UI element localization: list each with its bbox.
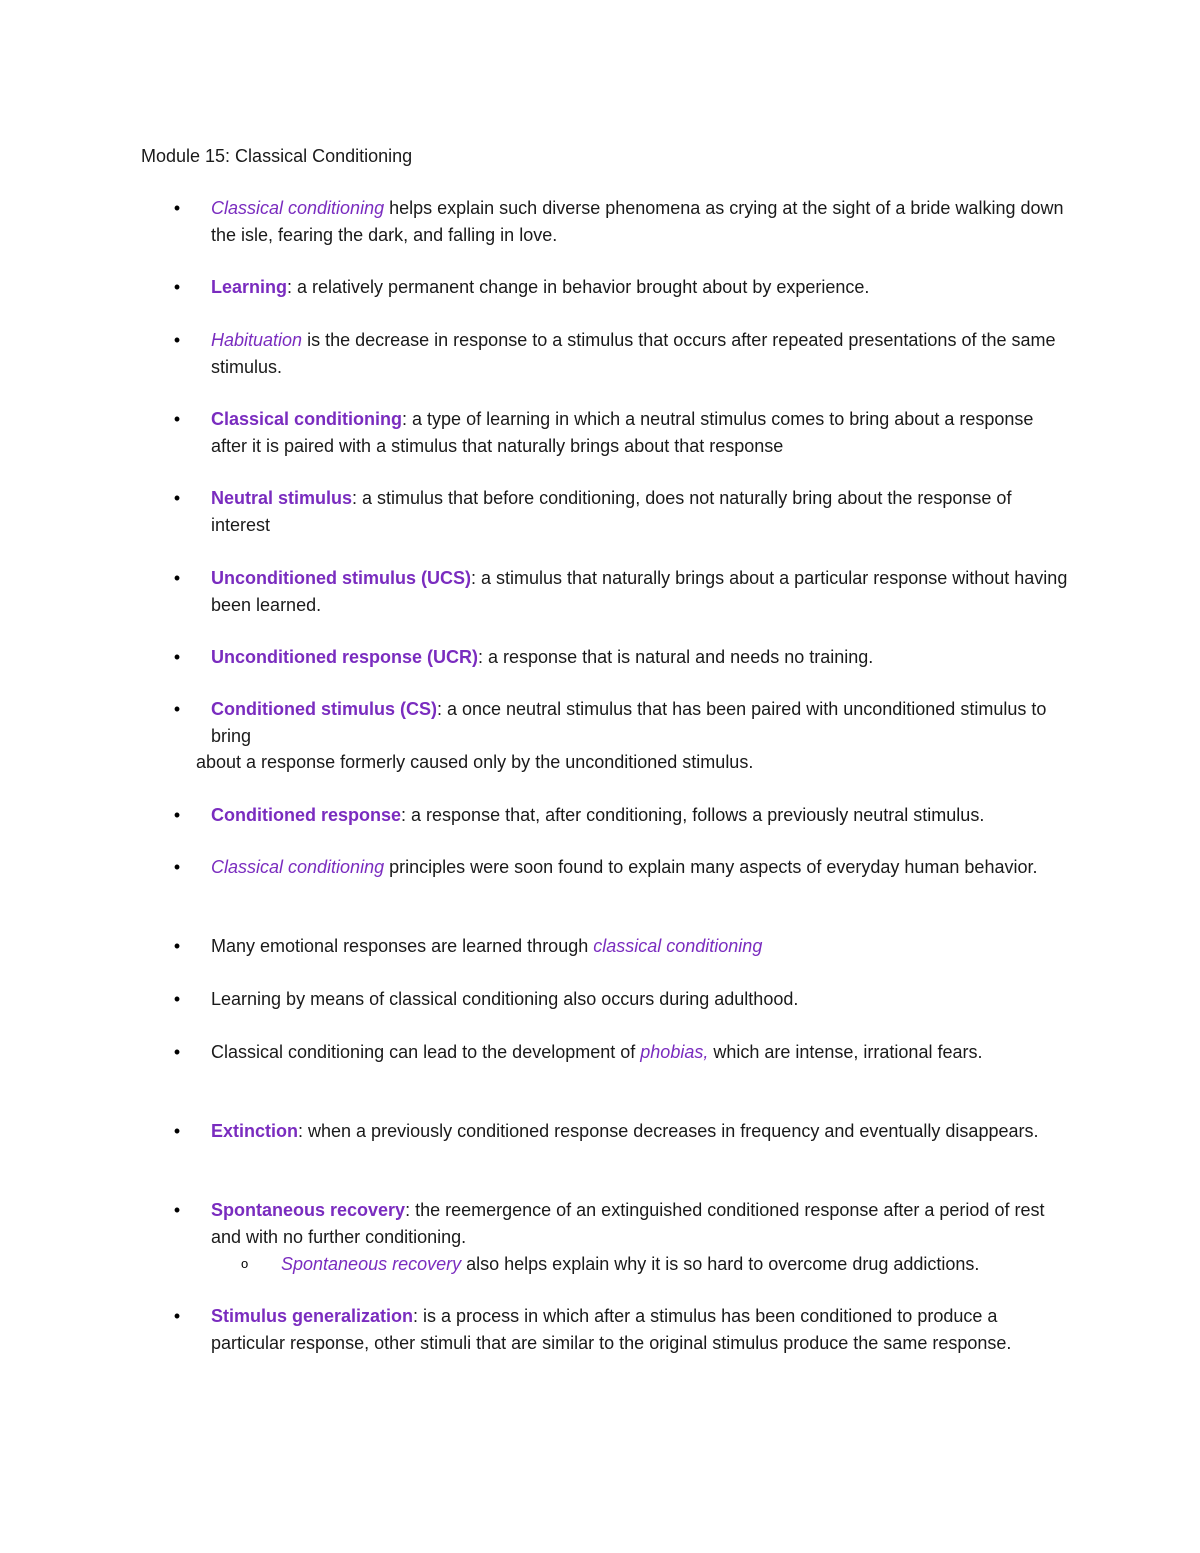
item-text: : a relatively permanent change in behavior brought about by experience. — [287, 277, 870, 297]
list-item — [173, 565, 1071, 618]
bullet-icon: • — [173, 1121, 181, 1141]
item-text: Many emotional responses are learned through — [211, 936, 594, 956]
bullet-icon: • — [173, 568, 181, 588]
item-text: : a response that is natural and needs no training. — [478, 647, 874, 667]
page-title: Module 15: Classical Conditioning — [141, 146, 413, 166]
item-text: : a response that, after conditioning, follows a previously neutral stimulus. — [401, 805, 985, 825]
bullet-icon: • — [173, 936, 181, 956]
term: Habituation — [211, 330, 303, 350]
term: Spontaneous recovery — [281, 1254, 462, 1274]
item-text: helps explain such diverse phenomena as crying at the sight of a bride walking down the isle, fearing the dark, and falling in love. — [211, 198, 1064, 245]
bullet-icon: • — [173, 1306, 181, 1326]
sub-list-item — [241, 1251, 1081, 1278]
term: Unconditioned response (UCR) — [211, 647, 479, 667]
item-text: : a type of learning in which a neutral stimulus comes to bring about a response after it is paired with a stimulus that naturally brings about that response — [211, 409, 1034, 456]
term: Neutral stimulus — [211, 488, 353, 508]
bullet-icon: • — [173, 805, 181, 825]
list-item — [173, 1303, 1071, 1356]
item-text: Classical conditioning can lead to the development of — [211, 1042, 641, 1062]
term: phobias, — [640, 1042, 709, 1062]
term: Stimulus generalization — [211, 1306, 414, 1326]
bullet-icon: • — [173, 277, 181, 297]
list-item — [173, 1039, 1071, 1066]
bullet-icon: • — [173, 857, 181, 877]
list-item — [173, 644, 1071, 671]
list-item — [173, 485, 1071, 538]
bullet-icon: • — [173, 198, 181, 218]
item-text: : a stimulus that naturally brings about a particular response without having been learned. — [211, 568, 1068, 615]
term: Spontaneous recovery — [211, 1200, 406, 1220]
term: Classical conditioning — [211, 409, 403, 429]
item-text: Learning by means of classical conditioning also occurs during adulthood. — [211, 989, 799, 1009]
bullet-icon: • — [173, 989, 181, 1009]
list-item — [173, 1118, 1071, 1145]
term: Conditioned response — [211, 805, 402, 825]
list-item — [173, 1197, 1071, 1250]
item-text: which are intense, irrational fears. — [708, 1042, 983, 1062]
list-item — [173, 406, 1071, 459]
item-text: : a stimulus that before conditioning, does not naturally bring about the response of interest — [211, 488, 1012, 535]
list-item — [173, 854, 1071, 881]
term: classical conditioning — [593, 936, 763, 956]
term: Conditioned stimulus (CS) — [211, 699, 437, 719]
list-item — [173, 933, 1071, 960]
bullet-icon: • — [173, 1042, 181, 1062]
term: Classical conditioning — [211, 857, 385, 877]
bullet-icon: • — [173, 330, 181, 350]
item-text: also helps explain why it is so hard to overcome drug addictions. — [461, 1254, 980, 1274]
term: Extinction — [211, 1121, 299, 1141]
list-item — [173, 274, 1071, 301]
bullet-icon: • — [173, 488, 181, 508]
term: Unconditioned stimulus (UCS) — [211, 568, 471, 588]
bullet-icon: • — [173, 699, 181, 719]
term: Classical conditioning — [211, 198, 385, 218]
bullet-icon: • — [173, 1200, 181, 1220]
list-item — [173, 802, 1071, 829]
item-text: is the decrease in response to a stimulus that occurs after repeated presentations of the same stimulus. — [211, 330, 1056, 377]
term: Learning — [211, 277, 288, 297]
bullet-icon: • — [173, 409, 181, 429]
item-continuation: about a response formerly caused only by the unconditioned stimulus. — [196, 752, 754, 772]
item-text: principles were soon found to explain many aspects of everyday human behavior. — [384, 857, 1038, 877]
list-item — [173, 327, 1071, 380]
item-text: : a once neutral stimulus that has been paired with unconditioned stimulus to bring — [211, 699, 1047, 746]
bullet-icon: • — [173, 647, 181, 667]
list-item — [173, 696, 1071, 749]
item-text: : is a process in which after a stimulus has been conditioned to produce a particular response, other stimuli that are similar to the original stimulus produce the same response. — [211, 1306, 1012, 1353]
item-text: : when a previously conditioned response decreases in frequency and eventually disappears. — [298, 1121, 1039, 1141]
hollow-circle-icon: o — [241, 1256, 249, 1271]
item-text: : the reemergence of an extinguished conditioned response after a period of rest and with no further conditioning. — [211, 1200, 1045, 1247]
list-item — [173, 195, 1071, 248]
list-item — [173, 986, 1071, 1013]
